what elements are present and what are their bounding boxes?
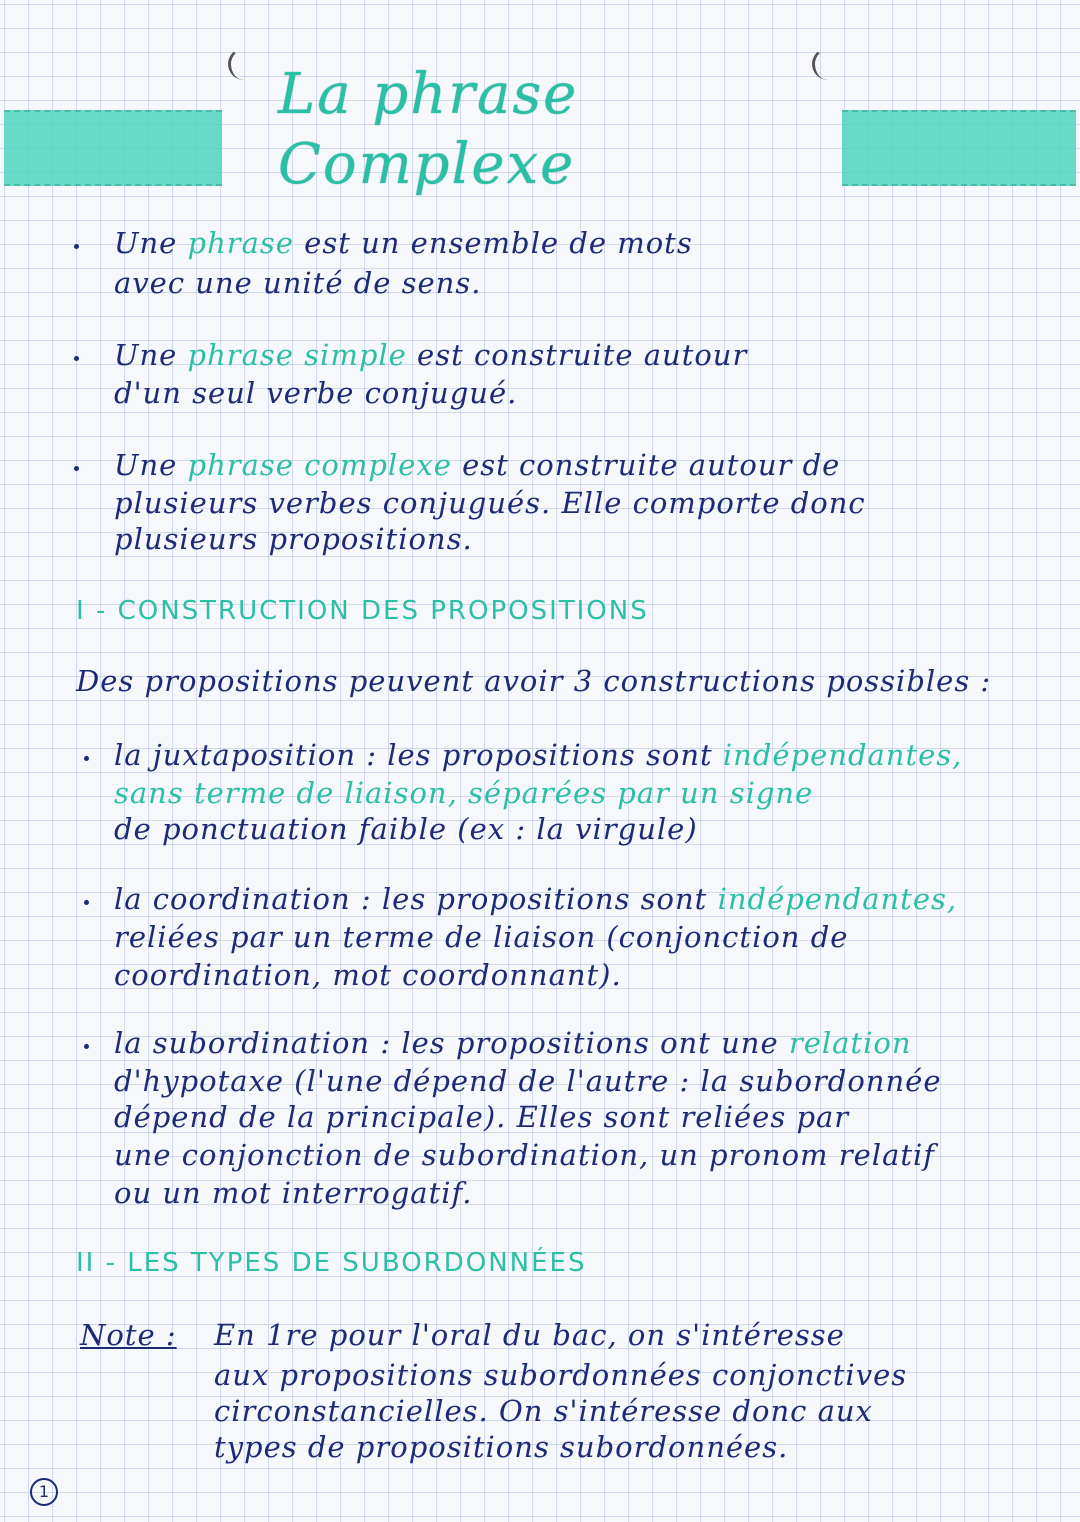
highlight-band-left (4, 110, 222, 186)
page-number: 1 (30, 1478, 58, 1506)
binder-hole-right (812, 48, 841, 80)
definition-2-line2: d'un seul verbe conjugué. (114, 376, 518, 410)
juxtaposition-line2: sans terme de liaison, séparées par un signe (114, 776, 814, 810)
definition-2-line1: Une phrase simple est construite autour (114, 338, 748, 372)
subordination-line5: ou un mot interrogatif. (114, 1176, 473, 1210)
bullet (84, 900, 89, 905)
bullet (84, 756, 89, 761)
note-line-1: En 1re pour l'oral du bac, on s'intéresse (214, 1318, 845, 1352)
highlight-band-right (842, 110, 1076, 186)
note-label: Note : (80, 1318, 177, 1352)
definition-1-line2: avec une unité de sens. (114, 266, 482, 300)
binder-hole-left (228, 48, 257, 80)
definition-1-line1: Une phrase est un ensemble de mots (114, 226, 693, 260)
juxtaposition-line1: la juxtaposition : les propositions sont indépendantes, (114, 738, 963, 772)
coordination-line2: reliées par un terme de liaison (conjonction de (114, 920, 849, 954)
bullet (74, 356, 79, 361)
juxtaposition-line3: de ponctuation faible (ex : la virgule) (114, 812, 698, 846)
definition-3-line3: plusieurs propositions. (114, 522, 473, 556)
note-line-4: types de propositions subordonnées. (214, 1430, 789, 1464)
coordination-line1: la coordination : les propositions sont indépendantes, (114, 882, 958, 916)
bullet (84, 1044, 89, 1049)
subordination-line1: la subordination : les propositions ont une relation (114, 1026, 912, 1060)
page-title-line1: La phrase (278, 62, 579, 127)
bullet (74, 466, 79, 471)
note-line-2: aux propositions subordonnées conjonctives (214, 1358, 908, 1392)
section-2-heading: II - LES TYPES DE SUBORDONNÉES (76, 1248, 587, 1278)
bullet (74, 244, 79, 249)
subordination-line4: une conjonction de subordination, un pronom relatif (114, 1138, 936, 1172)
definition-3-line2: plusieurs verbes conjugués. Elle comporte donc (114, 486, 866, 520)
note-line-3: circonstancielles. On s'intéresse donc aux (214, 1394, 873, 1428)
subordination-line3: dépend de la principale). Elles sont reliées par (114, 1100, 850, 1134)
subordination-line2: d'hypotaxe (l'une dépend de l'autre : la subordonnée (114, 1064, 942, 1098)
coordination-line3: coordination, mot coordonnant). (114, 958, 622, 992)
section-1-heading: I - CONSTRUCTION DES PROPOSITIONS (76, 596, 649, 626)
page-title-line2: Complexe (278, 132, 576, 197)
section-1-intro: Des propositions peuvent avoir 3 constructions possibles : (76, 664, 992, 698)
definition-3-line1: Une phrase complexe est construite autour de (114, 448, 841, 482)
